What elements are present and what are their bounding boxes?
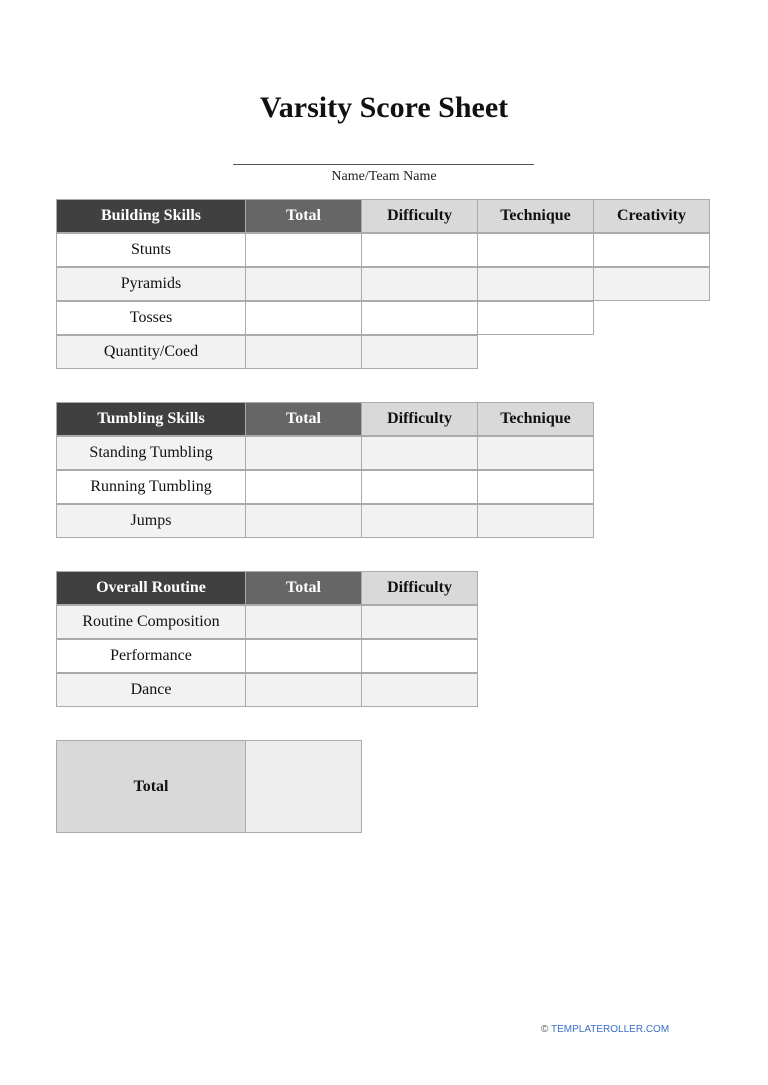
header-difficulty: Difficulty: [361, 199, 478, 233]
score-cell-difficulty[interactable]: [361, 639, 478, 673]
score-cell-technique[interactable]: [477, 436, 594, 470]
score-cell-difficulty[interactable]: [361, 504, 478, 538]
score-cell-technique[interactable]: [477, 470, 594, 504]
score-cell-difficulty[interactable]: [361, 267, 478, 301]
score-cell-technique[interactable]: [477, 267, 594, 301]
footer-link-text[interactable]: TEMPLATEROLLER.COM: [550, 1024, 670, 1035]
table-row: [56, 268, 710, 302]
score-cell-technique[interactable]: [477, 233, 594, 267]
page-title: Varsity Score Sheet: [259, 91, 509, 124]
row-label: Running Tumbling: [56, 470, 246, 504]
row-label: Quantity/Coed: [56, 335, 246, 369]
table-row: [56, 674, 478, 708]
header-creativity: Creativity: [593, 199, 710, 233]
score-cell-total[interactable]: [245, 605, 362, 639]
score-cell-creativity[interactable]: [593, 267, 710, 301]
table-row: [56, 471, 594, 505]
header-technique: Technique: [477, 199, 594, 233]
score-cell-total[interactable]: [245, 233, 362, 267]
copyright-icon: ©: [541, 1024, 549, 1035]
table-header-row: [56, 200, 710, 234]
score-cell-total[interactable]: [245, 470, 362, 504]
table-row: [56, 336, 478, 370]
table-row: [56, 234, 710, 268]
header-tumbling-skills: Tumbling Skills: [56, 402, 246, 436]
score-cell-creativity[interactable]: [593, 233, 710, 267]
score-cell-technique[interactable]: [477, 301, 594, 335]
table-row: [56, 606, 478, 640]
header-difficulty: Difficulty: [361, 571, 478, 605]
score-cell-difficulty[interactable]: [361, 673, 478, 707]
table-header-row: [56, 403, 594, 437]
footer-credit[interactable]: [541, 1024, 669, 1035]
score-cell-total[interactable]: [245, 673, 362, 707]
header-total: Total: [245, 571, 362, 605]
score-cell-total[interactable]: [245, 335, 362, 369]
header-overall-routine: Overall Routine: [56, 571, 246, 605]
score-cell-technique[interactable]: [477, 504, 594, 538]
score-cell-total[interactable]: [245, 436, 362, 470]
table-row: [56, 640, 478, 674]
row-label: Routine Composition: [56, 605, 246, 639]
score-cell-difficulty[interactable]: [361, 605, 478, 639]
score-cell-difficulty[interactable]: [361, 470, 478, 504]
row-label: Tosses: [56, 301, 246, 335]
row-label: Performance: [56, 639, 246, 673]
table-row: [56, 437, 594, 471]
row-label: Pyramids: [56, 267, 246, 301]
score-cell-difficulty[interactable]: [361, 436, 478, 470]
row-label: Dance: [56, 673, 246, 707]
score-cell-difficulty[interactable]: [361, 335, 478, 369]
row-label: Standing Tumbling: [56, 436, 246, 470]
grand-total-label: Total: [56, 740, 246, 833]
name-input-line[interactable]: [233, 164, 534, 165]
header-building-skills: Building Skills: [56, 199, 246, 233]
row-label: Stunts: [56, 233, 246, 267]
score-cell-total[interactable]: [245, 639, 362, 673]
table-row: [56, 505, 594, 539]
table-header-row: [56, 572, 478, 606]
header-total: Total: [245, 402, 362, 436]
score-cell-difficulty[interactable]: [361, 301, 478, 335]
grand-total-box: [56, 740, 362, 833]
score-cell-total[interactable]: [245, 301, 362, 335]
grand-total-value-cell[interactable]: [246, 740, 362, 833]
header-technique: Technique: [477, 402, 594, 436]
row-label: Jumps: [56, 504, 246, 538]
table-row: [56, 302, 594, 336]
header-total: Total: [245, 199, 362, 233]
score-cell-difficulty[interactable]: [361, 233, 478, 267]
score-cell-total[interactable]: [245, 504, 362, 538]
header-difficulty: Difficulty: [361, 402, 478, 436]
score-cell-total[interactable]: [245, 267, 362, 301]
name-field-label: Name/Team Name: [331, 169, 437, 184]
